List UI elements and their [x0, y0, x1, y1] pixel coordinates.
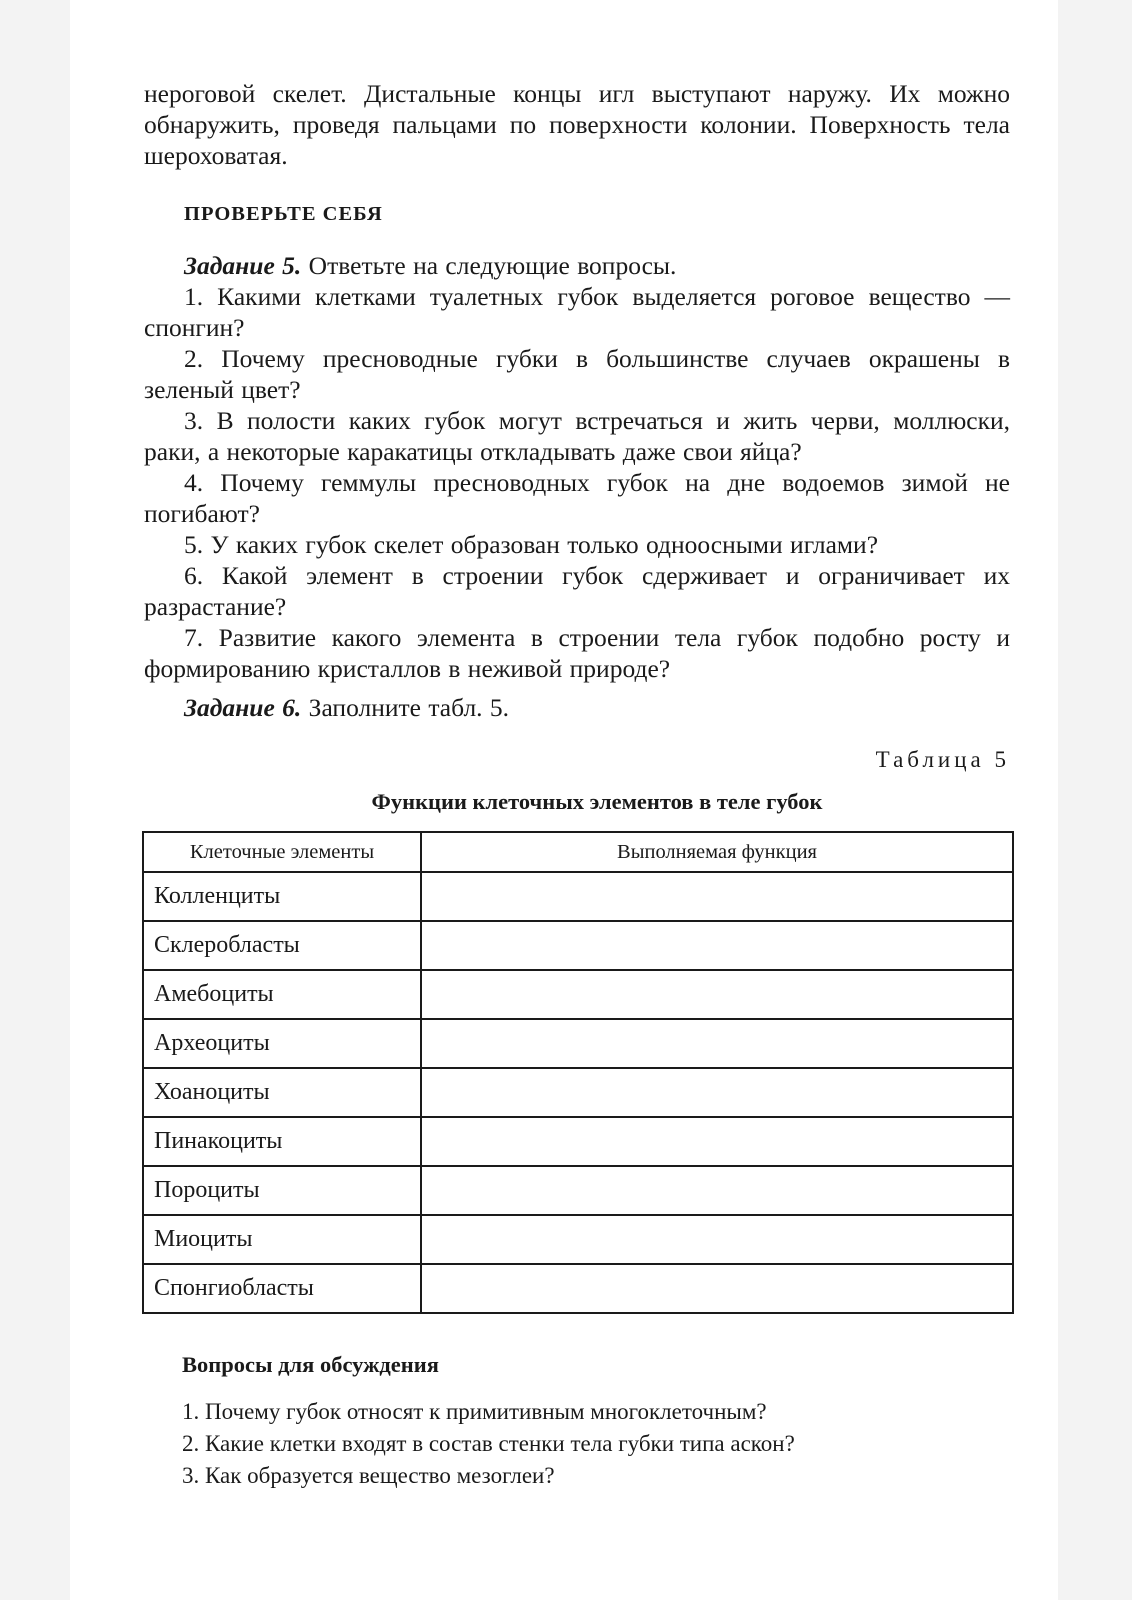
function-cell [421, 1264, 1013, 1313]
task6-intro [144, 692, 1010, 723]
task5-question-6: 6. Какой элемент в строении губок сдерживает и ограничивает их разрастание? [144, 561, 1010, 621]
task5-question-4: 4. Почему геммулы пресноводных губок на дне водоемов зимой не погибают? [144, 468, 1010, 528]
row-label: Спонгиобласты [143, 1264, 421, 1313]
document-page [70, 0, 1058, 1600]
function-cell [421, 921, 1013, 970]
cell-functions-table [142, 831, 1014, 1314]
table-row [143, 872, 1013, 921]
header-cell-function: Выполняемая функция [421, 832, 1013, 872]
task5-text: Ответьте на следующие вопросы. [301, 251, 677, 280]
page-content [144, 78, 1010, 1492]
discussion-list [182, 1396, 1010, 1492]
row-label: Миоциты [143, 1215, 421, 1264]
row-label: Колленциты [143, 872, 421, 921]
function-cell [421, 1215, 1013, 1264]
function-cell [421, 872, 1013, 921]
task5-question-2: 2. Почему пресноводные губки в большинстве случаев окрашены в зеленый цвет? [144, 344, 1010, 404]
task6-label: Задание 6. [184, 693, 302, 722]
task5-intro [144, 250, 1010, 281]
row-label: Пороциты [143, 1166, 421, 1215]
function-cell [421, 1068, 1013, 1117]
table-row [143, 921, 1013, 970]
row-label: Амебоциты [143, 970, 421, 1019]
discussion-question-1: 1. Почему губок относят к примитивным многоклеточным? [182, 1399, 767, 1424]
task5-question-7: 7. Развитие какого элемента в строении тела губок подобно росту и формированию кристаллов в неживой природе? [144, 623, 1010, 683]
task5-question-1: 1. Какими клетками туалетных губок выделяется роговое вещество — спонгин? [144, 282, 1010, 342]
row-label: Хоаноциты [143, 1068, 421, 1117]
row-label: Пинакоциты [143, 1117, 421, 1166]
table-row [143, 1264, 1013, 1313]
table-row [143, 1117, 1013, 1166]
table-row [143, 970, 1013, 1019]
table-row [143, 1215, 1013, 1264]
table-row [143, 1019, 1013, 1068]
row-label: Склеробласты [143, 921, 421, 970]
task6-text: Заполните табл. 5. [301, 693, 510, 722]
table-title: Функции клеточных элементов в теле губок [371, 789, 823, 814]
header-cell-elements: Клеточные элементы [143, 832, 421, 872]
function-cell [421, 1019, 1013, 1068]
intro-paragraph: нероговой скелет. Дистальные концы игл выступают наружу. Их можно обнаружить, проведя пальцами по поверхности колонии. Поверхность тела шероховатая. [144, 79, 1010, 170]
row-label: Археоциты [143, 1019, 421, 1068]
table-header-row [143, 832, 1013, 872]
table-row [143, 1166, 1013, 1215]
task5-question-5: 5. У каких губок скелет образован только одноосными иглами? [184, 530, 879, 559]
function-cell [421, 1117, 1013, 1166]
discussion-heading: Вопросы для обсуждения [182, 1352, 439, 1377]
discussion-question-3: 3. Как образуется вещество мезоглеи? [182, 1463, 555, 1488]
task5-label: Задание 5. [184, 251, 302, 280]
section-heading: ПРОВЕРЬТЕ СЕБЯ [184, 203, 383, 225]
table-row [143, 1068, 1013, 1117]
task5-question-3: 3. В полости каких губок могут встречаться и жить черви, моллюски, раки, а некоторые каракатицы откладывать даже свои яйца? [144, 406, 1010, 466]
discussion-question-2: 2. Какие клетки входят в состав стенки тела губки типа аскон? [182, 1431, 795, 1456]
table-number: Таблица 5 [875, 747, 1010, 772]
function-cell [421, 970, 1013, 1019]
function-cell [421, 1166, 1013, 1215]
